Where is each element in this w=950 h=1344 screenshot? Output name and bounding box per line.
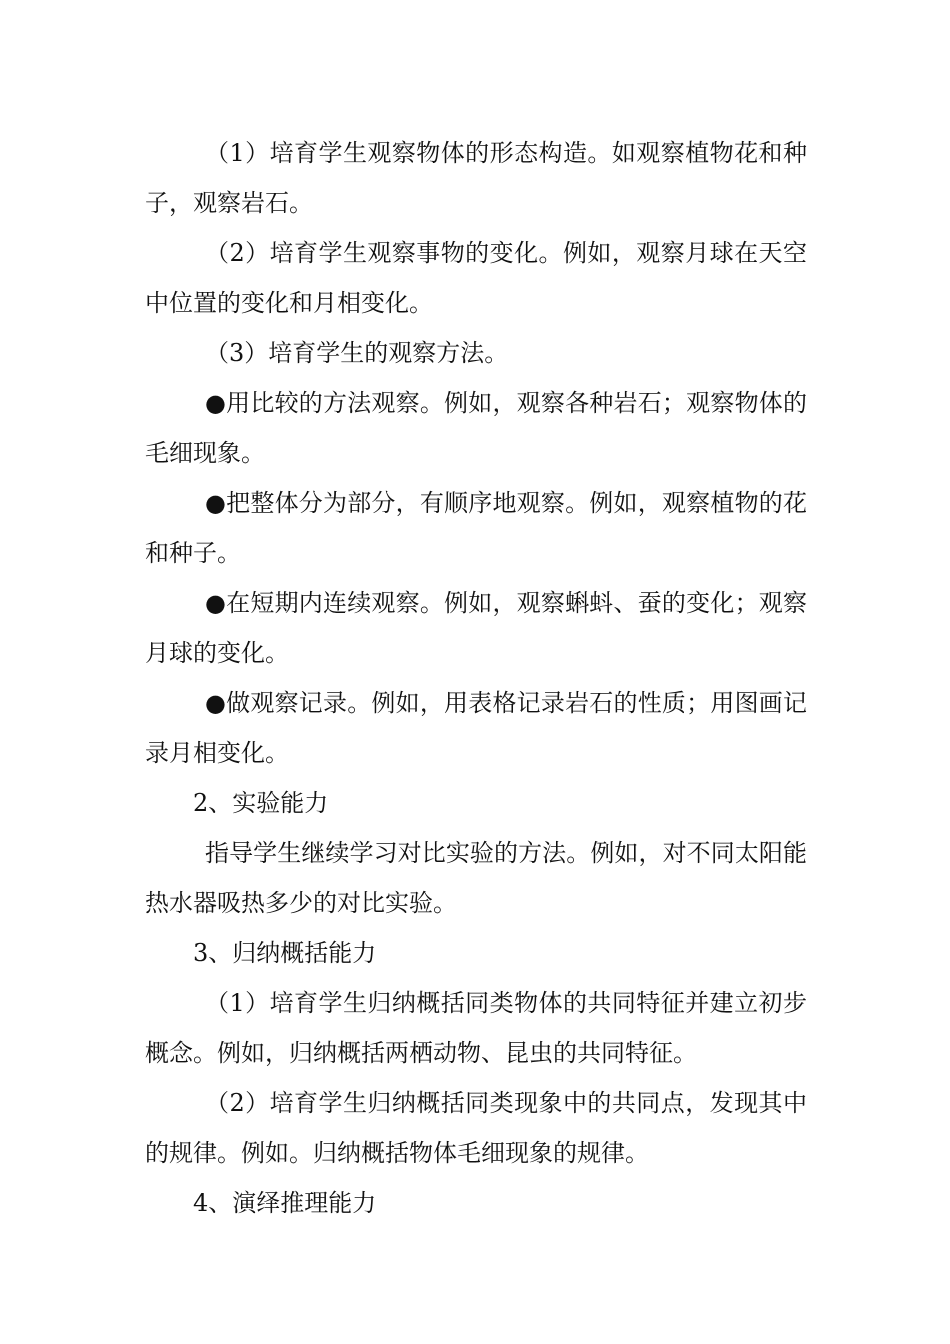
bullet-record: ●做观察记录。例如，用表格记录岩石的性质；用图画记录月相变化。 [145, 689, 807, 767]
paragraph-observe-form: （1）培育学生观察物体的形态构造。如观察植物花和种子，观察岩石。 [145, 139, 807, 217]
bullet-parts: ●把整体分为部分，有顺序地观察。例如，观察植物的花和种子。 [145, 489, 807, 567]
heading-deduction: 4、演绎推理能力 [193, 1189, 377, 1217]
heading-induction: 3、归纳概括能力 [193, 939, 377, 967]
paragraph-observe-method: （3）培育学生的观察方法。 [205, 339, 509, 367]
paragraph-induction-1: （1）培育学生归纳概括同类物体的共同特征并建立初步概念。例如，归纳概括两栖动物、昆虫的共同特征。 [145, 989, 807, 1067]
paragraph-experiment: 指导学生继续学习对比实验的方法。例如，对不同太阳能热水器吸热多少的对比实验。 [145, 839, 807, 917]
bullet-continuous: ●在短期内连续观察。例如，观察蝌蚪、蚕的变化；观察月球的变化。 [145, 589, 807, 667]
document-body [145, 128, 807, 1228]
heading-experiment: 2、实验能力 [193, 789, 329, 817]
paragraph-observe-change: （2）培育学生观察事物的变化。例如，观察月球在天空中位置的变化和月相变化。 [145, 239, 807, 317]
bullet-compare: ●用比较的方法观察。例如，观察各种岩石；观察物体的毛细现象。 [145, 389, 807, 467]
paragraph-induction-2: （2）培育学生归纳概括同类现象中的共同点，发现其中的规律。例如。归纳概括物体毛细现象的规律。 [145, 1089, 807, 1167]
